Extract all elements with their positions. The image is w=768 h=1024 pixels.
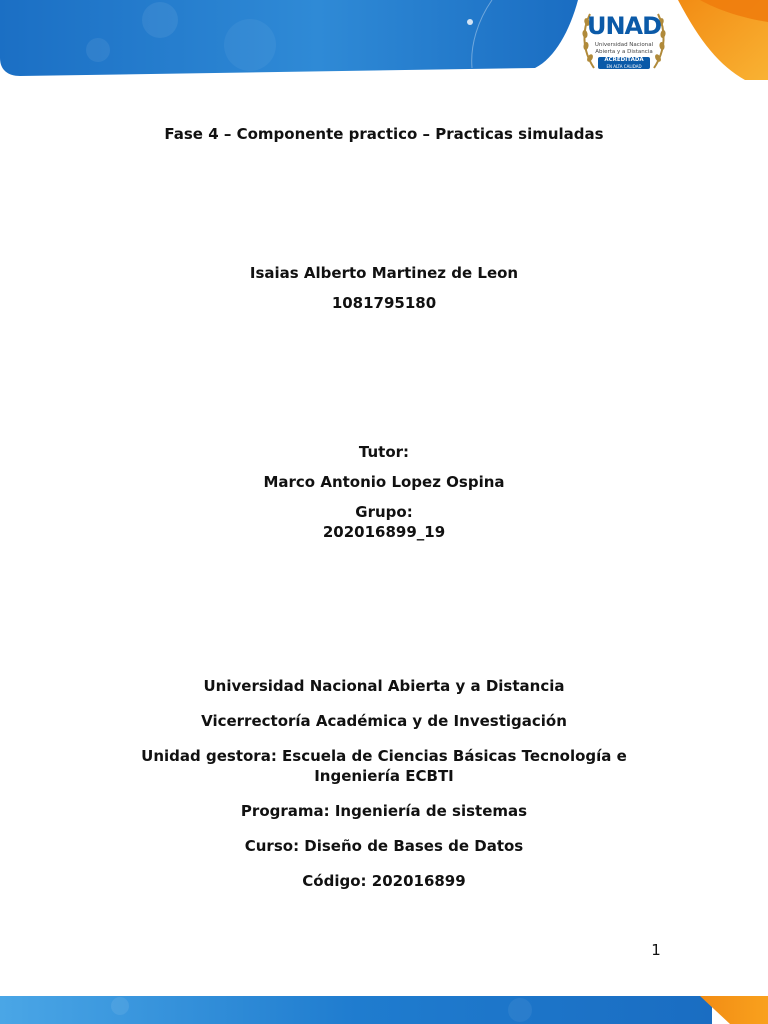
badge-text: ACREDITADA xyxy=(604,57,644,63)
programa: Programa: Ingeniería de sistemas xyxy=(240,802,528,820)
university-name: Universidad Nacional Abierta y a Distancia xyxy=(203,677,565,695)
page-number: 1 xyxy=(651,941,661,959)
footer-bubble xyxy=(508,998,532,1022)
student-name: Isaias Alberto Martinez de Leon xyxy=(249,264,519,282)
unad-logo xyxy=(580,6,668,74)
tutor-label: Tutor: xyxy=(358,443,410,461)
unidad-gestora-line-1: Unidad gestora: Escuela de Ciencias Básicas Tecnología e xyxy=(141,747,627,765)
logo-line-1: Universidad Nacional xyxy=(594,42,654,48)
logo-line-2: Abierta y a Distancia xyxy=(595,49,653,55)
badge-subtext: EN ALTA CALIDAD xyxy=(606,64,642,69)
header-bubble xyxy=(86,38,110,62)
header-bubble xyxy=(224,19,276,71)
group-number: 202016899_19 xyxy=(322,523,446,541)
footer-bubble xyxy=(111,997,129,1015)
tutor-name: Marco Antonio Lopez Ospina xyxy=(263,473,505,491)
unidad-gestora-line-2: Ingeniería ECBTI xyxy=(314,767,454,785)
accreditation-badge xyxy=(598,57,650,69)
footer-blue-shape xyxy=(0,996,712,1024)
header-blue-shape xyxy=(0,0,578,76)
vicerrectoria: Vicerrectoría Académica y de Investigación xyxy=(201,712,567,730)
group-label: Grupo: xyxy=(355,503,413,521)
curso: Curso: Diseño de Bases de Datos xyxy=(244,837,524,855)
document-title: Fase 4 – Componente practico – Practicas simuladas xyxy=(164,125,604,143)
footer-banner xyxy=(0,994,768,1024)
student-id: 1081795180 xyxy=(331,294,437,312)
codigo: Código: 202016899 xyxy=(302,872,466,890)
header-dot xyxy=(467,19,473,25)
header-bubble xyxy=(142,2,178,38)
logo-wordmark: UNAD xyxy=(586,12,662,40)
